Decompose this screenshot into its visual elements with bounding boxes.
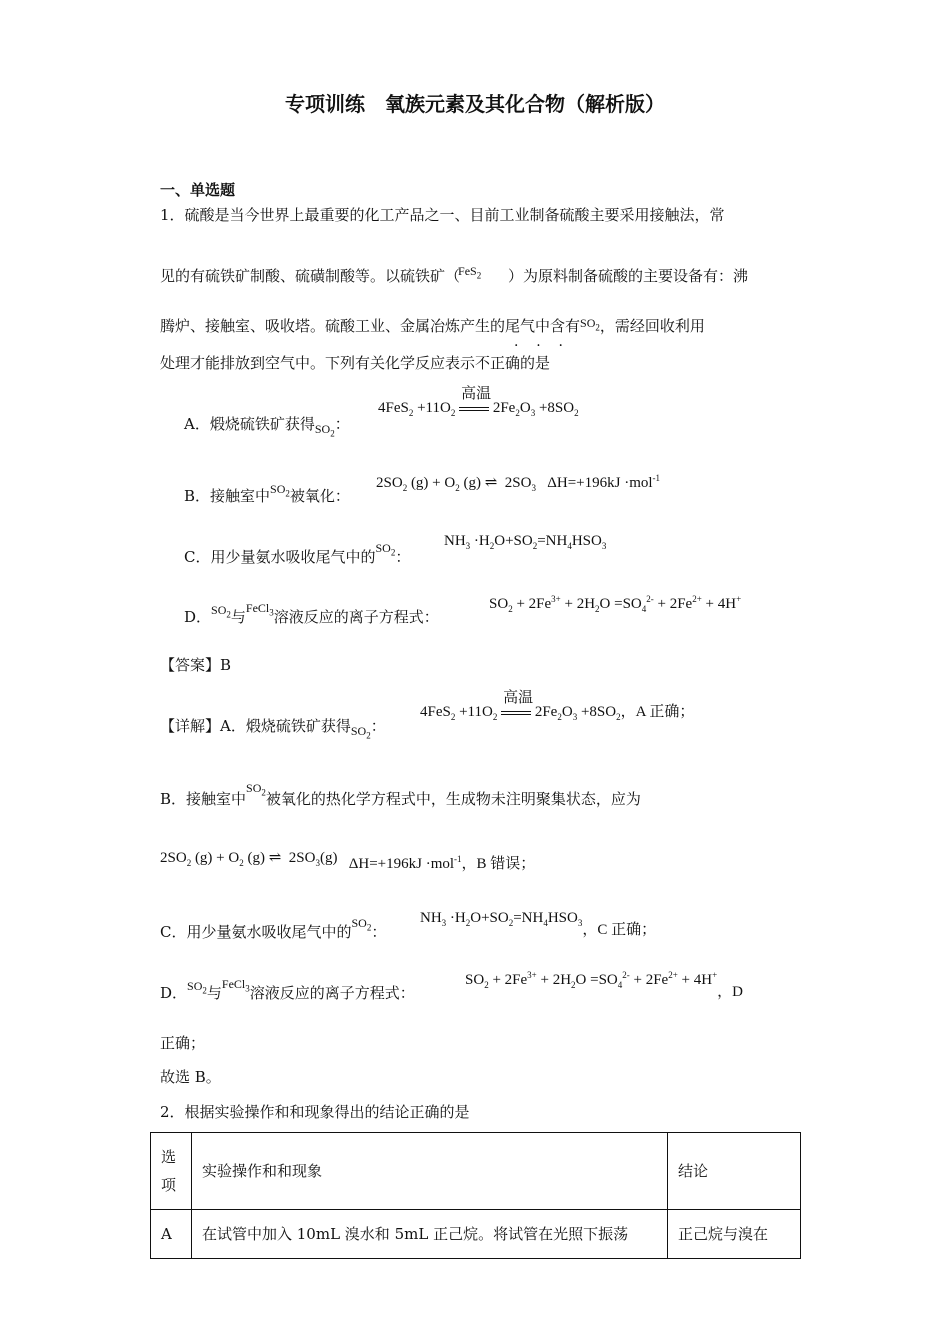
page-title: 专项训练 氧族元素及其化合物（解析版） [285,92,665,116]
q2-table [150,1132,801,1259]
q2-question: 2．根据实验操作和和现象得出的结论正确的是 [160,1103,470,1121]
option-d-equation: $SO_2 + 2Fe^{3+} + 2H_2O =SO_4^{2-} + 2Fe^{2+} + 4H^+$ [489,594,742,614]
option-c: C．用少量氨水吸收尾气中的$^{SO_2}$： [184,541,411,566]
conclusion: 故选 B。 [160,1068,221,1086]
header-option: 选项 [151,1133,192,1210]
detail-b: B．接触室中$^{SO_2}$被氧化的热化学方程式中，生成物未注明聚集状态，应为 [160,781,641,808]
option-a-equation: $4FeS_2 +11O_2$ 高温 $2Fe_2O_3 +8SO_2$ [378,386,579,418]
detail-a-equation: $4FeS_2 +11O_2$ 高温 $2Fe_2O_3 +8SO_2$，A 正确； [420,690,695,722]
option-a: A．煅烧硫铁矿获得$_{SO_2}$： [184,415,350,439]
q1-line4: 处理才能排放到空气中。下列有关化学反应表示不正确的是 [160,354,551,372]
detail-b-equation: $2SO_2$ $(g) + O_2$ (g) ⇌ $2SO_3(g)$ ΔH=+196kJ ·mol$^{-1}$，B 错误； [160,850,536,872]
detail-c: C．用少量氨水吸收尾气中的$^{SO_2}$： [160,916,387,941]
option-b-equation: $2SO_2$ $(g) + O_2$ (g) ⇌ $2SO_3$ ΔH=+196kJ ·mol$^{-1}$ [376,473,661,493]
answer: 【答案】B [160,656,232,674]
table-header-row [151,1133,801,1210]
detail-d-tail: 正确； [160,1034,206,1052]
row-a-option: A [151,1210,192,1259]
emphasis-dots: · · · [514,338,563,354]
q1-line1: 1．硫酸是当今世界上最重要的化工产品之一、目前工业制备硫酸主要采用接触法，常 [160,206,725,224]
header-conclusion: 结论 [668,1133,801,1210]
section-heading: 一、单选题 [160,181,236,199]
detail-d-equation: $SO_2 + 2Fe^{3+} + 2H_2O =SO_4^{2-} + 2Fe^{2+} + 4H^+$，D [465,970,744,1000]
detail-d: D．$^{SO_2}$与$^{FeCl_3}$溶液反应的离子方程式： [160,977,415,1002]
table-row [151,1210,801,1259]
detail-c-equation: $NH_3 \cdot H_2O+SO_2=NH_4HSO_3$，C 正确； [420,910,657,938]
option-d: D．$^{SO_2}$与$^{FeCl_3}$溶液反应的离子方程式： [184,601,439,626]
option-c-equation: $NH_3 \cdot H_2O+SO_2=NH_4HSO_3$ [444,533,607,551]
header-operation: 实验操作和和现象 [192,1133,668,1210]
q1-line2: 见的有硫铁矿制酸、硫磺制酸等。以硫铁矿（ FeS$_2$ ）为原料制备硫酸的主要设备有：沸 [160,264,749,285]
option-b: B．接触室中$^{SO_2}$被氧化： [184,482,350,505]
row-a-operation: 在试管中加入 10mL 溴水和 5mL 正己烷。将试管在光照下振荡 [192,1210,668,1259]
q1-line3: 腾炉、接触室、吸收塔。硫酸工业、金属冶炼产生的尾气中含有$^{SO_2}$，需经回收利用 [160,316,705,335]
detail-a: 【详解】A．煅烧硫铁矿获得$_{SO_2}$： [160,717,386,741]
row-a-conclusion: 正己烷与溴在 [668,1210,801,1259]
